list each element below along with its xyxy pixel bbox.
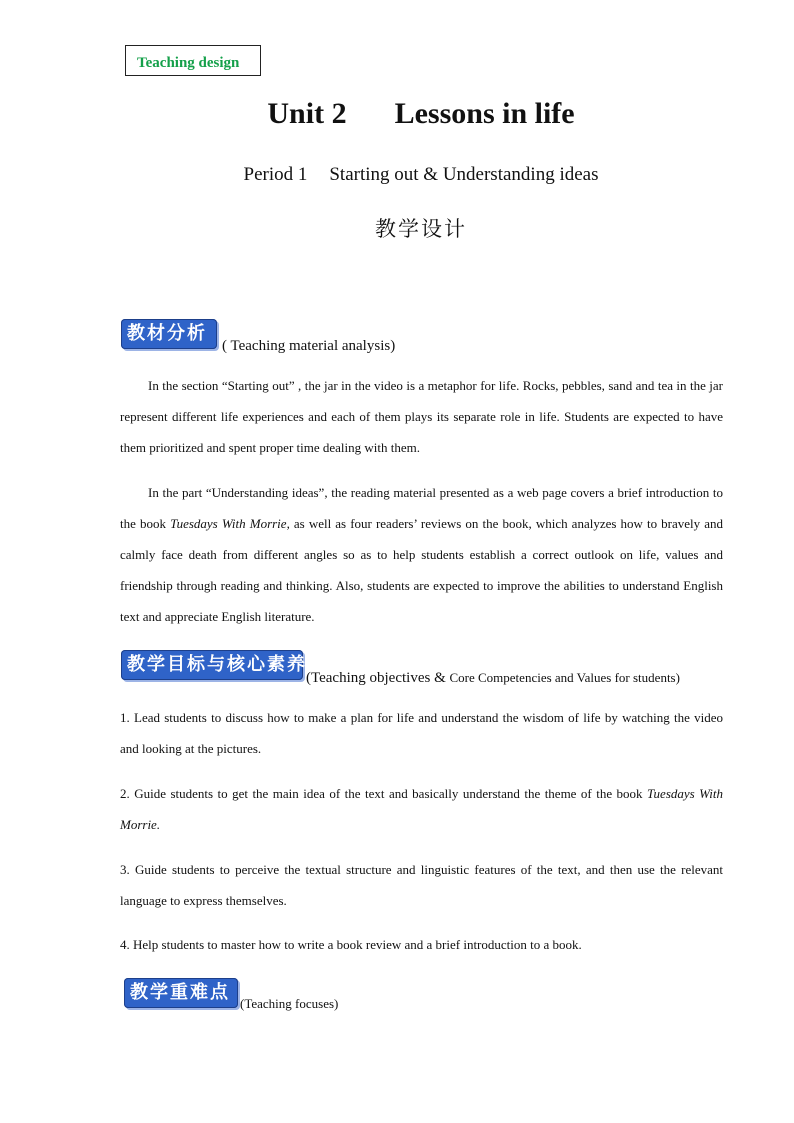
teaching-design-tag	[125, 45, 261, 76]
section-badge-focuses: 教学重难点	[124, 978, 238, 1008]
section-badge-objectives: 教学目标与核心素养	[121, 650, 303, 680]
period-label: Period 1	[243, 164, 308, 185]
objective-2	[120, 778, 723, 840]
objective-1: 1. Lead students to discuss how to make a plan for life and understand the wisdom of life by watching the video and looking at the pictures.	[120, 710, 723, 756]
unit-name: Lessons in life	[394, 97, 575, 130]
section-badge-material-analysis: 教材分析	[121, 319, 217, 349]
page-subtitle	[0, 164, 794, 186]
page-title	[0, 97, 794, 137]
material-paragraph-2	[120, 477, 723, 632]
section-heading-material-analysis: ( Teaching material analysis)	[222, 338, 396, 354]
unit-label: Unit 2	[267, 97, 347, 130]
section-heading-objectives	[306, 670, 680, 687]
book-title: Tuesdays With Morrie,	[170, 516, 290, 531]
objective-3: 3. Guide students to perceive the textual structure and linguistic features of the text, and then use the relevant language to express themselves.	[120, 862, 723, 908]
heading-part: (Teaching objectives &	[306, 670, 450, 686]
material-paragraph-1: In the section “Starting out” , the jar in the video is a metaphor for life. Rocks, pebbles, sand and tea in the jar represent different life experiences and each of them plays its separate role in life. Students are expected to have them prioritized and spent proper time dealing with them.	[120, 378, 723, 455]
objective-4: 4. Help students to master how to write a book review and a brief introduction to a book.	[120, 937, 582, 952]
objective-text: 2. Guide students to get the main idea of the text and basically understand the theme of the book	[120, 786, 648, 801]
teaching-design-label: Teaching design	[137, 55, 240, 71]
paragraph-text: as well as four readers’ reviews on the book, which analyzes how to bravely and calmly face death from different angles so as to help students establish a correct outlook on life, values and friendship through reading and thinking. Also, students are expected to improve the abilities to understand English text and appreciate English literature.	[120, 516, 724, 624]
section-heading-focuses: (Teaching focuses)	[240, 996, 339, 1011]
heading-part: Core Competencies and Values for students)	[449, 670, 680, 685]
chinese-title: 教学设计	[375, 217, 467, 241]
period-topic: Starting out & Understanding ideas	[329, 164, 599, 185]
book-title: Tuesdays With Morrie.	[120, 786, 724, 832]
paragraph-text: In the part “Understanding ideas”, the reading material presented as a web page covers a brief introduction to the book	[120, 485, 723, 531]
